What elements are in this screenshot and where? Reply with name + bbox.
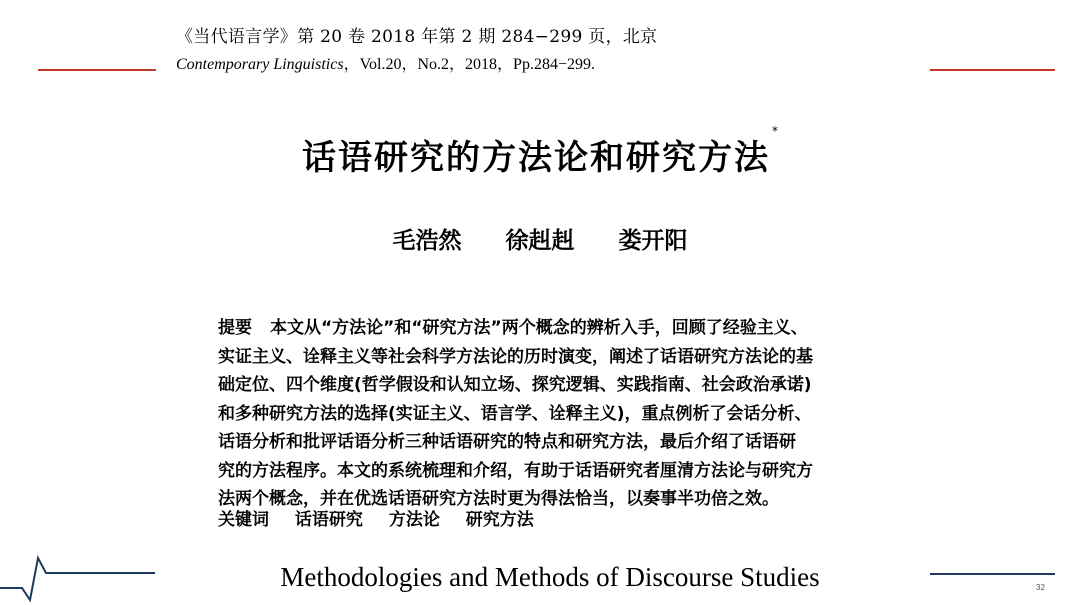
- author-1: 毛浩然: [392, 228, 462, 254]
- page-number: 32: [1036, 583, 1045, 592]
- header-citation-en: [176, 51, 595, 74]
- abstract-line: 实证主义、诠释主义等社会科学方法论的历时演变，阐述了话语研究方法论的基: [218, 346, 813, 367]
- journal-name-en: Contemporary Linguistics: [176, 56, 344, 73]
- abstract-line: 法两个概念，并在优选话语研究方法时更为得法恰当，以奏事半功倍之效。: [218, 489, 779, 509]
- keywords-label: 关键词: [218, 510, 269, 530]
- keywords: [218, 505, 554, 530]
- abstract-line: 和多种研究方法的选择(实证主义、语言学、诠释主义)，重点例析了会话分析、: [218, 403, 812, 424]
- header-rule-left: [38, 69, 156, 71]
- abstract-line-text: 本文从“方法论”和“研究方法”两个概念的辨析入手，回顾了经验主义、: [270, 318, 808, 338]
- abstract-line: 础定位、四个维度(哲学假设和认知立场、探究逻辑、实践指南、社会政治承诺): [218, 375, 812, 395]
- header-citation-cn: 《当代语言学》第 20 卷 2018 年第 2 期 284−299 页，北京: [176, 27, 658, 47]
- abstract-label: 提要: [218, 318, 252, 338]
- author-2: 徐赳赳: [505, 228, 575, 254]
- abstract-line: [218, 314, 886, 343]
- english-title: Methodologies and Methods of Discourse Studies: [280, 562, 820, 592]
- paper-title: [0, 124, 1080, 179]
- abstract-line: 话语分析和批评话语分析三种话语研究的特点和研究方法，最后介绍了话语研: [218, 432, 796, 452]
- paper-title-text: 话语研究的方法论和研究方法: [302, 138, 770, 178]
- abstract-line: 究的方法程序。本文的系统梳理和介绍，有助于话语研究者厘清方法论与研究方: [218, 460, 813, 481]
- author-3: 娄开阳: [618, 228, 688, 254]
- citation-details-en: ，Vol.20，No.2，2018，Pp.284−299.: [343, 56, 595, 73]
- header-rule-right: [930, 69, 1055, 71]
- keyword: 方法论: [388, 510, 440, 530]
- title-footnote-mark: *: [772, 124, 778, 138]
- abstract: [218, 314, 886, 514]
- keyword: 话语研究: [294, 510, 363, 530]
- author-list: [0, 222, 1080, 255]
- keyword: 研究方法: [465, 510, 534, 530]
- footer-rule-right: [930, 573, 1055, 575]
